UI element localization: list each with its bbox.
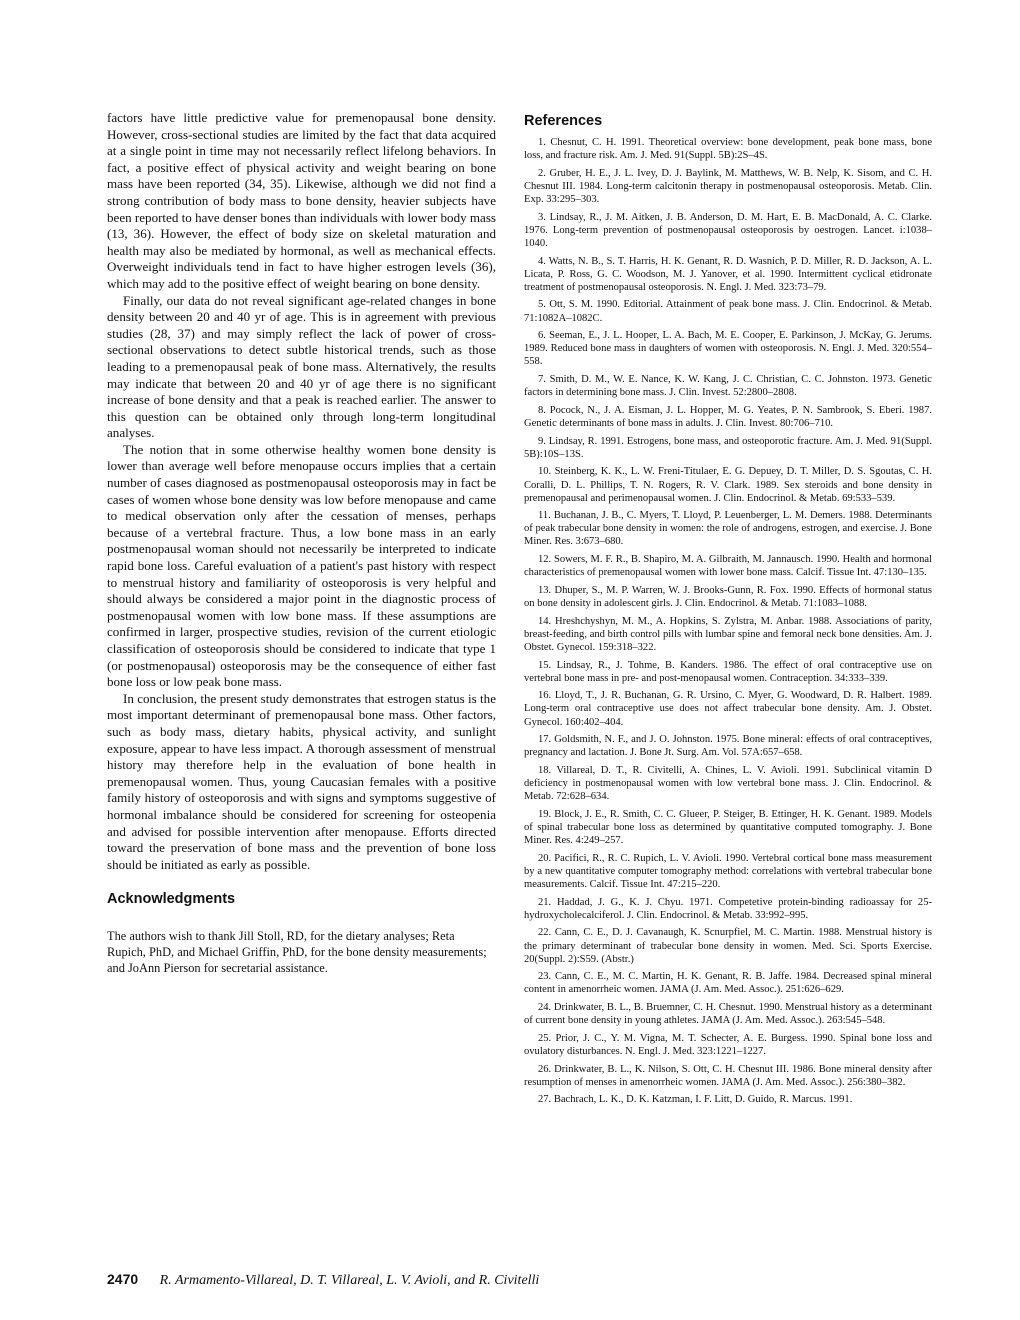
acknowledgments-heading: Acknowledgments xyxy=(107,891,236,908)
reference-item: 23. Cann, C. E., M. C. Martin, H. K. Genant, R. B. Jaffe. 1984. Decreased spinal mineral content in amenorrheic women. JAMA (J. Am. Med. Assoc.). 251:626–629. xyxy=(524,971,932,996)
reference-item: 1. Chesnut, C. H. 1991. Theoretical overview: bone development, peak bone mass, bone loss, and fracture risk. Am. J. Med. 91(Suppl. 5B):2S–4S. xyxy=(524,137,932,162)
reference-item: 17. Goldsmith, N. F., and J. O. Johnston. 1975. Bone mineral: effects of oral contraceptives, pregnancy and lactation. J. Bone Jt. Surg. Am. Vol. 57A:657–658. xyxy=(524,734,932,759)
right-column xyxy=(524,113,932,1111)
body-paragraph: Finally, our data do not reveal significant age-related changes in bone density between 20 and 40 yr of age. This is in agreement with previous studies (28, 37) and may simply reflect the lack of power of cross-sectional observations to detect subtle historical trends, such as those leading to a premenopausal peak of bone mass. Alternatively, the results may indicate that between 20 and 40 yr of age there is no significant increase of bone density and that a peak is reached earlier. The answer to this question can be obtained only through long-term longitudinal analyses. xyxy=(107,292,496,441)
reference-item: 20. Pacifici, R., R. C. Rupich, L. V. Avioli. 1990. Vertebral cortical bone mass measurement by a new quantitative computer tomography method: correlations with vertebral trabecular bone measurements. Calcif. Tissue Int. 47:215–220. xyxy=(524,852,932,890)
page-number: 2470 xyxy=(107,1271,139,1287)
reference-item: 19. Block, J. E., R. Smith, C. C. Glueer, P. Steiger, B. Ettinger, H. K. Genant. 1989. Models of spinal trabecular bone loss as determined by quantitative computed tomography. J. Bone Miner. Res. 4:249–257. xyxy=(524,808,932,847)
reference-item: 7. Smith, D. M., W. E. Nance, K. W. Kang, J. C. Christian, C. C. Johnston. 1973. Genetic factors in determining bone mass. J. Clin. Invest. 52:2800–2808. xyxy=(524,374,932,399)
reference-item: 4. Watts, N. B., S. T. Harris, H. K. Genant, R. D. Wasnich, P. D. Miller, R. D. Jackson, A. L. Licata, P. Ross, G. C. Woodson, M. J. Yanover, et al. 1990. Intermittent cyclical etidronate treatment of postmenopausal osteoporosis. N. Engl. J. Med. 323:73–79. xyxy=(524,255,932,293)
reference-item: 15. Lindsay, R., J. Tohme, B. Kanders. 1986. The effect of oral contraceptive use on vertebral bone mass in pre- and post-menopausal women. Contraception. 34:333–339. xyxy=(524,659,932,684)
reference-item: 6. Seeman, E., J. L. Hooper, L. A. Bach, M. E. Cooper, E. Parkinson, J. McKay, G. Jerums. 1989. Reduced bone mass in daughters of women with osteoporosis. N. Engl. J. Med. 320:554–558. xyxy=(524,330,932,368)
left-column xyxy=(107,110,496,976)
acknowledgments-text: The authors wish to thank Jill Stoll, RD, for the dietary analyses; Reta Rupich, PhD, and Michael Griffin, PhD, for the bone density measurements; and JoAnn Pierson for secretarial assistance. xyxy=(107,929,487,975)
reference-item: 3. Lindsay, R., J. M. Aitken, J. B. Anderson, D. M. Hart, E. B. MacDonald, A. C. Clarke. 1976. Long-term prevention of postmenopausal osteoporosis by oestrogen. Lancet. i:1038–1040. xyxy=(524,211,932,249)
reference-item: 8. Pocock, N., J. A. Eisman, J. L. Hopper, M. G. Yeates, P. N. Sambrook, S. Eberi. 1987. Genetic determinants of bone mass in adults. J. Clin. Invest. 80:706–710. xyxy=(524,404,932,429)
reference-list xyxy=(524,136,932,1107)
references-heading: References xyxy=(524,113,603,129)
reference-item: 13. Dhuper, S., M. P. Warren, W. J. Brooks-Gunn, R. Fox. 1990. Effects of hormonal status on bone density in adolescent girls. J. Clin. Endocrinol. & Metab. 71:1083–1088. xyxy=(524,584,932,610)
body-paragraph: The notion that in some otherwise healthy women bone density is lower than average well before menopause occurs implies that a certain number of cases diagnosed as postmenopausal osteoporosis may in fact be cases of women whose bone density was low before menopause and came to medical observation only after the cessation of menses, perhaps because of a vertebral fracture. Thus, a low bone mass in an early postmenopausal woman should not necessarily be interpreted to indicate rapid bone loss. Careful evaluation of a patient's past history with respect to menstrual history and familiarity of osteoporosis is very helpful and should always be considered a major point in the diagnostic process of postmenopausal women with low bone mass. If these assumptions are confirmed in larger, prospective studies, revision of the current etiologic classification of osteoporosis should be considered to indicate that type 1 (or postmenopausal) osteoporosis may be the consequence of either fast bone loss or low peak bone mass. xyxy=(107,441,496,690)
reference-item: 12. Sowers, M. F. R., B. Shapiro, M. A. Gilbraith, M. Jannausch. 1990. Health and hormonal characteristics of premenopausal women with lower bone mass. Calcif. Tissue Int. 47:130–135. xyxy=(524,554,932,579)
reference-item: 5. Ott, S. M. 1990. Editorial. Attainment of peak bone mass. J. Clin. Endocrinol. & Metab. 71:1082A–1082C. xyxy=(524,299,932,324)
page-footer xyxy=(107,1271,927,1289)
reference-item: 11. Buchanan, J. B., C. Myers, T. Lloyd, P. Leuenberger, L. M. Demers. 1988. Determinants of peak trabecular bone density in women: the role of androgens, estrogen, and exercise. J. Bone Miner. Res. 3:673–680. xyxy=(524,510,932,548)
reference-item: 22. Cann, C. E., D. J. Cavanaugh, K. Scnurpfiel, M. C. Martin. 1988. Menstrual history is the primary determinant of trabecular bone density in women. Med. Sci. Sports Exercise. 20(Suppl. 2):S59. (Abstr.) xyxy=(524,927,932,965)
running-authors: R. Armamento-Villareal, D. T. Villareal, L. V. Avioli, and R. Civitelli xyxy=(159,1273,540,1288)
reference-item: 24. Drinkwater, B. L., B. Bruemner, C. H. Chesnut. 1990. Menstrual history as a determinant of current bone density in young athletes. JAMA (J. Am. Med. Assoc.). 263:545–548. xyxy=(524,1002,932,1027)
reference-item: 16. Lloyd, T., J. R. Buchanan, G. R. Ursino, C. Myer, G. Woodward, D. R. Halbert. 1989. Long-term oral contraceptive use does not affect trabecular bone density. Am. J. Obstet. Gynecol. 160:402–404. xyxy=(524,690,932,728)
reference-item: 18. Villareal, D. T., R. Civitelli, A. Chines, L. V. Avioli. 1991. Subclinical vitamin D deficiency in postmenopausal women with low vertebral bone mass. J. Clin. Endocrinol. & Metab. 72:628–634. xyxy=(524,765,932,803)
reference-item: 21. Haddad, J. G., K. J. Chyu. 1971. Competetive protein-binding radioassay for 25-hydroxycholecalciferol. J. Clin. Endocrinol. & Metab. 33:992–995. xyxy=(524,896,932,921)
reference-item: 2. Gruber, H. E., J. L. Ivey, D. J. Baylink, M. Matthews, W. B. Nelp, K. Sisom, and C. H. Chesnut III. 1984. Long-term calcitonin therapy in postmenopausal osteoporosis. Metab. Clin. Exp. 33:295–303. xyxy=(524,167,932,205)
reference-item: 26. Drinkwater, B. L., K. Nilson, S. Ott, C. H. Chesnut III. 1986. Bone mineral density after resumption of menses in amenorrheic women. JAMA (J. Am. Med. Assoc.). 256:380–382. xyxy=(524,1063,932,1088)
body-paragraph: factors have little predictive value for premenopausal bone density. However, cross-sectional studies are limited by the fact that data acquired at a single point in time may not necessarily reflect lifelong behaviors. In fact, a positive effect of physical activity and weight bearing on bone mass have been reported (34, 35). Likewise, although we did not find a strong contribution of body mass to bone density, heavier subjects have been reported to have denser bones than individuals with lower body mass (13, 36). However, the effect of body size on skeletal maturation and health may also be mediated by hormonal, as well as mechanical effects. Overweight individuals tend in fact to have higher estrogen levels (36), which may add to the positive effect of weight bearing on bone density. xyxy=(107,110,496,291)
reference-item: 25. Prior, J. C., Y. M. Vigna, M. T. Schecter, A. E. Burgess. 1990. Spinal bone loss and ovulatory disturbances. N. Engl. J. Med. 323:1221–1227. xyxy=(524,1032,932,1057)
body-paragraph: In conclusion, the present study demonstrates that estrogen status is the most important determinant of premenopausal bone mass. Other factors, such as body mass, dietary habits, physical activity, and sunlight exposure, appear to have less impact. A thorough assessment of menstrual history may therefore help in the evaluation of bone health in premenopausal women. Thus, young Caucasian females with a positive family history of osteoporosis and with signs and symptoms suggestive of hormonal imbalance should be considered for screening for osteopenia and advised for possible intervention after menopause. Efforts directed toward the preservation of bone mass and the prevention of bone loss should be initiated as early as possible. xyxy=(107,690,496,872)
reference-item: 10. Steinberg, K. K., L. W. Freni-Titulaer, E. G. Depuey, D. T. Miller, D. S. Sgoutas, C. H. Coralli, D. L. Phillips, T. N. Rogers, R. V. Clark. 1989. Sex steroids and bone density in premenopausal and perimenopausal women. J. Clin. Endocrinol. & Metab. 69:533–539. xyxy=(524,466,932,504)
reference-item: 14. Hreshchyshyn, M. M., A. Hopkins, S. Zylstra, M. Anbar. 1988. Associations of parity, breast-feeding, and birth control pills with lumbar spine and femoral neck bone densities. Am. J. Obstet. Gynecol. 159:318–322. xyxy=(524,615,932,653)
reference-item: 9. Lindsay, R. 1991. Estrogens, bone mass, and osteoporotic fracture. Am. J. Med. 91(Suppl. 5B):10S–13S. xyxy=(524,435,932,460)
reference-item: 27. Bachrach, L. K., D. K. Katzman, I. F. Litt, D. Guido, R. Marcus. 1991. xyxy=(538,1094,853,1106)
